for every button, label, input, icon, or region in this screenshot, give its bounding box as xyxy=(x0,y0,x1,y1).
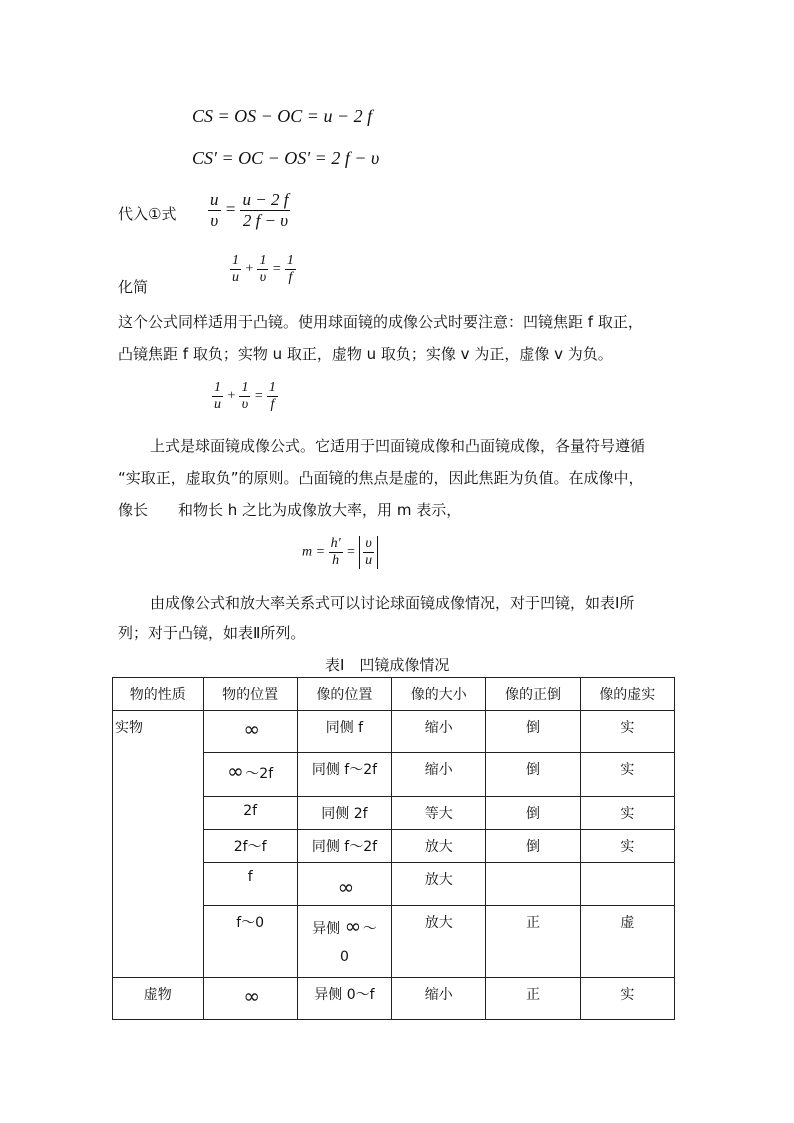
cell-image-size: 放大 xyxy=(392,906,486,978)
cell-image-orientation: 倒 xyxy=(486,830,580,863)
header-image-size: 像的大小 xyxy=(392,678,486,711)
frac-f: f xyxy=(285,269,296,286)
frac-one: 1 xyxy=(232,253,239,268)
cell-object-position: 2f xyxy=(203,797,297,830)
ratio-lhs-num: u xyxy=(210,190,219,209)
cell-image-position: 同侧 f xyxy=(297,711,391,753)
equation-lens-simplified xyxy=(230,253,296,286)
frac-u: u xyxy=(214,397,221,412)
paragraph-2-line-2: “实取正，虚取负”的原则。凸面镜的焦点是虚的，因此焦距为负值。在成像中， xyxy=(118,469,644,487)
image-range-text: ～ xyxy=(358,921,377,937)
header-image-position: 像的位置 xyxy=(297,678,391,711)
frac-u: u xyxy=(232,270,239,285)
cell-image-size: 缩小 xyxy=(392,753,486,797)
cell-image-nature: 实 xyxy=(580,978,674,1020)
equals-sign: = xyxy=(346,544,356,560)
cell-image-position xyxy=(297,863,391,906)
cell-image-orientation: 倒 xyxy=(486,797,580,830)
cell-image-size: 等大 xyxy=(392,797,486,830)
cell-image-position xyxy=(297,906,391,978)
frac-v: υ xyxy=(239,396,250,413)
abs-den: u xyxy=(365,553,373,568)
header-image-nature: 像的虚实 xyxy=(580,678,674,711)
equation-cs: CS = OS − OC = u − 2 f xyxy=(192,106,373,126)
cell-object-position xyxy=(203,711,297,753)
table-row xyxy=(113,978,675,1020)
infinity-symbol: ∞ xyxy=(243,984,257,1008)
infinity-symbol: ∞ xyxy=(243,717,257,741)
infinity-symbol: ∞ xyxy=(337,875,352,899)
frac-v: υ xyxy=(257,269,268,286)
mag-den: h xyxy=(329,552,343,569)
equals-sign: = xyxy=(315,544,326,560)
cell-image-nature: 实 xyxy=(580,753,674,797)
concave-mirror-table xyxy=(112,677,675,1020)
cell-image-orientation: 正 xyxy=(486,978,580,1020)
cell-image-position: 同侧 2f xyxy=(297,797,391,830)
paragraph-1-line-1: 这个公式同样适用于凸镜。使用球面镜的成像公式时要注意：凹镜焦距 f 取正， xyxy=(118,313,643,331)
frac-one: 1 xyxy=(268,380,276,395)
cell-object-position: f～0 xyxy=(203,906,297,978)
paragraph-2-line-1: 上式是球面镜成像公式。它适用于凹面镜成像和凸面镜成像，各量符号遵循 xyxy=(150,437,646,455)
ratio-lhs-den: υ xyxy=(208,210,221,231)
mag-num: h′ xyxy=(330,536,341,551)
equation-cs-prime: CS′ = OC − OS′ = 2 f − υ xyxy=(192,148,380,168)
cell-image-nature: 实 xyxy=(580,711,674,753)
equation-mirror xyxy=(212,380,278,413)
cell-image-orientation: 正 xyxy=(486,906,580,978)
frac-one: 1 xyxy=(241,380,249,395)
equals-sign: = xyxy=(271,261,282,277)
cell-image-position: 异侧 0～f xyxy=(297,978,391,1020)
infinity-symbol: ∞ xyxy=(344,914,359,938)
cell-image-size: 放大 xyxy=(392,830,486,863)
ratio-rhs-den: 2 f − υ xyxy=(240,210,290,231)
image-side-text: 异侧 xyxy=(312,921,341,937)
cell-object-type-virtual: 虚物 xyxy=(113,978,204,1020)
table-row xyxy=(113,711,675,753)
frac-f: f xyxy=(267,396,278,413)
position-range-text: ～2f xyxy=(240,766,274,782)
cell-image-size: 放大 xyxy=(392,863,486,906)
paragraph-3-line-2: 列；对于凸镜，如表Ⅱ所列。 xyxy=(118,624,306,642)
equals-sign: = xyxy=(224,199,237,219)
cell-image-orientation: 倒 xyxy=(486,711,580,753)
ratio-rhs-num: u − 2 f xyxy=(242,190,289,209)
infinity-symbol: ∞ xyxy=(227,759,241,783)
header-object-position: 物的位置 xyxy=(203,678,297,711)
cell-object-position: f xyxy=(203,863,297,906)
image-range-end: 0 xyxy=(339,949,349,965)
cell-object-position xyxy=(203,978,297,1020)
abs-num: υ xyxy=(365,536,372,551)
paragraph-1-line-2: 凸镜焦距 f 取负；实物 u 取正，虚物 u 取负；实像 v 为正，虚像 v 为负。 xyxy=(118,345,613,363)
plus-sign: + xyxy=(226,388,236,404)
header-image-orientation: 像的正倒 xyxy=(486,678,580,711)
header-object-type: 物的性质 xyxy=(113,678,204,711)
simplify-label: 化简 xyxy=(118,278,149,296)
equals-sign: = xyxy=(253,388,264,404)
frac-one: 1 xyxy=(214,380,221,395)
cell-image-nature: 虚 xyxy=(580,906,674,978)
table-caption: 表Ⅰ 凹镜成像情况 xyxy=(325,656,450,674)
cell-image-nature: 实 xyxy=(580,830,674,863)
cell-image-orientation xyxy=(486,863,580,906)
cell-image-nature xyxy=(580,863,674,906)
cell-image-position: 同侧 f～2f xyxy=(297,830,391,863)
equation-magnification xyxy=(302,536,378,569)
paragraph-2-line-3: 像长 和物长 h 之比为成像放大率，用 m 表示， xyxy=(118,501,462,519)
table-header-row xyxy=(113,678,675,711)
cell-image-orientation: 倒 xyxy=(486,753,580,797)
cell-image-nature: 实 xyxy=(580,797,674,830)
cell-object-position: 2f～f xyxy=(203,830,297,863)
plus-sign: + xyxy=(244,261,254,277)
absolute-value xyxy=(359,536,378,569)
cell-image-position: 同侧 f～2f xyxy=(297,753,391,797)
cell-object-type-real: 实物 xyxy=(113,711,204,978)
symbol-m: m xyxy=(302,544,313,560)
equation-ratio xyxy=(208,190,290,231)
cell-object-position xyxy=(203,753,297,797)
paragraph-3-line-1: 由成像公式和放大率关系式可以讨论球面镜成像情况，对于凹镜，如表Ⅰ所 xyxy=(150,594,635,612)
cell-image-size: 缩小 xyxy=(392,711,486,753)
substitute-label: 代入①式 xyxy=(118,205,177,223)
cell-image-size: 缩小 xyxy=(392,978,486,1020)
frac-one: 1 xyxy=(259,253,267,268)
frac-one: 1 xyxy=(286,253,294,268)
